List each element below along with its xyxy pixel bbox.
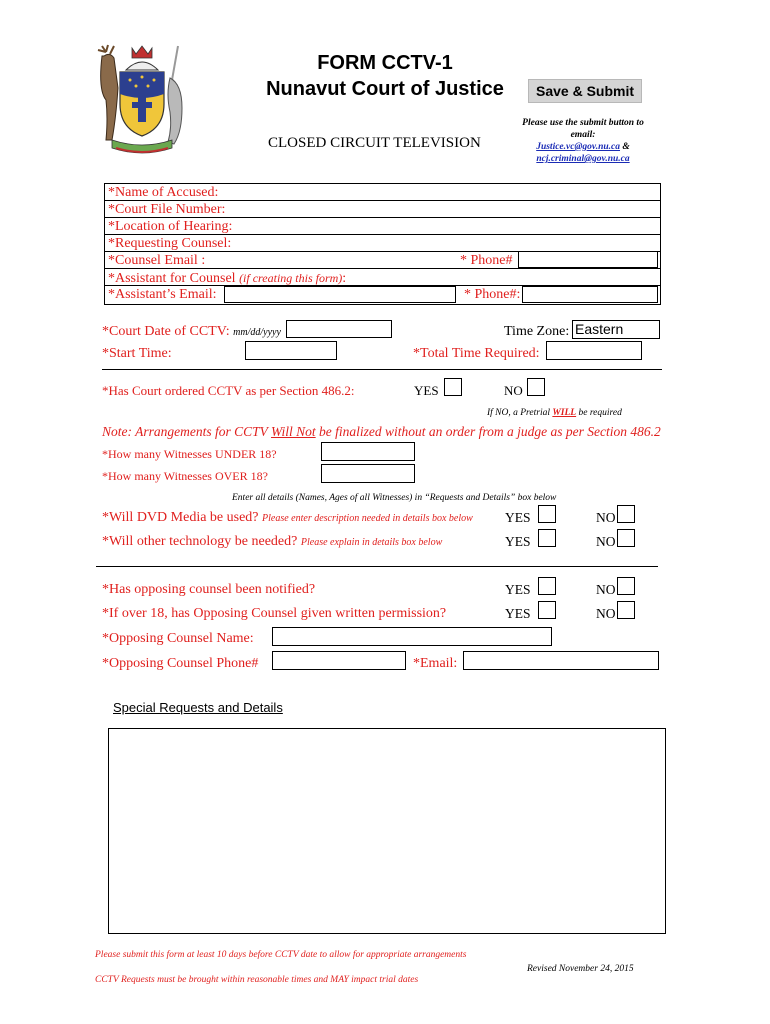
submit-note (508, 117, 658, 165)
other-tech-note: Please explain in details box below (300, 537, 443, 548)
arrangements-note-text: Note: Arrangements for CCTV (102, 424, 272, 439)
permission-yes-label: YES (505, 606, 531, 621)
location-label: *Location of Hearing: (108, 219, 233, 234)
tech-yes-label: YES (505, 534, 531, 549)
court-order-yes-checkbox[interactable] (444, 378, 462, 396)
assistant-label-suffix: : (342, 271, 347, 286)
permission-yes-checkbox[interactable] (538, 601, 556, 619)
counsel-phone-label: * Phone# (460, 253, 513, 268)
witnesses-under-text: *How many Witnesses UNDER 18? (102, 447, 277, 461)
accused-label: *Name of Accused: (108, 185, 219, 200)
witnesses-under-label (102, 446, 277, 462)
if-no-note (487, 405, 622, 421)
witnesses-over-label (102, 468, 268, 484)
dvd-no-checkbox[interactable] (617, 505, 635, 523)
tech-no-label: NO (596, 534, 616, 549)
court-date-label (102, 324, 281, 341)
court-name-title: Nunavut Court of Justice (266, 78, 504, 100)
email-join: & (620, 142, 630, 152)
other-tech-question (102, 534, 442, 551)
opposing-email-input[interactable] (463, 651, 659, 670)
notified-no-label: NO (596, 582, 616, 597)
court-order-no-label: NO (504, 383, 523, 398)
witnesses-under-input[interactable] (321, 442, 415, 461)
coat-of-arms-icon (92, 44, 192, 156)
assistant-email-label: *Assistant’s Email: (108, 287, 217, 302)
arrangements-will-not: Will Not (271, 424, 316, 439)
submit-notice: Please submit this form at least 10 days before CCTV date to allow for appropriate arrangements (95, 950, 467, 960)
form-id-title: FORM CCTV-1 (317, 52, 453, 74)
time-zone-label: Time Zone: (504, 324, 570, 339)
other-tech-text: *Will other technology be needed? (102, 534, 298, 549)
notified-yes-label: YES (505, 582, 531, 597)
dvd-yes-checkbox[interactable] (538, 505, 556, 523)
email-link-justice[interactable]: Justice.vc@gov.nu.ca (536, 142, 621, 152)
divider (96, 566, 658, 567)
witnesses-over-input[interactable] (321, 464, 415, 483)
dvd-media-text: *Will DVD Media be used? (102, 510, 259, 525)
date-format-hint: mm/dd/yyyy (233, 327, 281, 338)
revised-date: Revised November 24, 2015 (527, 964, 634, 974)
total-time-label: *Total Time Required: (413, 346, 540, 361)
arrangements-note-suffix: be finalized without an order from a judge as per Section 486.2 (315, 424, 661, 439)
opposing-phone-input[interactable] (272, 651, 406, 670)
dvd-yes-label: YES (505, 510, 531, 525)
email-line-1 (508, 141, 658, 153)
dvd-media-note: Please enter description needed in details box below (262, 513, 473, 524)
assistant-label (108, 270, 346, 287)
court-date-label-text: *Court Date of CCTV: (102, 324, 230, 339)
witnesses-details-note: Enter all details (Names, Ages of all Witnesses) in “Requests and Details” box below (232, 493, 557, 503)
witnesses-over-text: *How many Witnesses OVER 18? (102, 469, 268, 483)
file-number-label: *Court File Number: (108, 202, 226, 217)
assistant-phone-input[interactable] (522, 286, 658, 303)
assistant-email-input[interactable] (224, 286, 456, 303)
dvd-no-label: NO (596, 510, 616, 525)
email-line-2 (508, 153, 658, 165)
court-order-question: *Has Court ordered CCTV as per Section 486.2: (102, 383, 355, 398)
requests-notice: CCTV Requests must be brought within reasonable times and MAY impact trial dates (95, 975, 419, 985)
opposing-name-label: *Opposing Counsel Name: (102, 631, 254, 646)
opposing-name-input[interactable] (272, 627, 552, 646)
opposing-phone-label: *Opposing Counsel Phone# (102, 656, 259, 671)
divider (102, 369, 662, 370)
start-time-input[interactable] (245, 341, 337, 360)
assistant-phone-label: * Phone#: (464, 287, 521, 302)
permission-no-label: NO (596, 606, 616, 621)
court-order-yes-label: YES (414, 383, 439, 398)
permission-question: *If over 18, has Opposing Counsel given written permission? (102, 606, 447, 621)
counsel-phone-input[interactable] (518, 251, 658, 268)
email-link-criminal[interactable]: ncj.criminal@gov.nu.ca (536, 154, 630, 164)
time-zone-select[interactable]: Eastern (572, 320, 660, 339)
notified-no-checkbox[interactable] (617, 577, 635, 595)
opposing-email-label: *Email: (413, 656, 458, 671)
save-submit-button[interactable]: Save & Submit (528, 79, 642, 103)
tech-yes-checkbox[interactable] (538, 529, 556, 547)
court-order-no-checkbox[interactable] (527, 378, 545, 396)
opposing-notified-question: *Has opposing counsel been notified? (102, 582, 316, 597)
submit-note-text: Please use the submit button to email: (522, 118, 644, 140)
if-no-note-text: If NO, a Pretrial (487, 408, 553, 418)
court-date-input[interactable] (286, 320, 392, 338)
counsel-label: *Requesting Counsel: (108, 236, 232, 251)
dvd-media-question (102, 510, 473, 527)
start-time-label: *Start Time: (102, 346, 172, 361)
counsel-email-label: *Counsel Email : (108, 253, 206, 268)
if-no-will: WILL (552, 408, 577, 418)
arrangements-note (102, 424, 661, 440)
if-no-note-suffix: be required (576, 408, 622, 418)
details-textarea[interactable] (108, 728, 666, 934)
permission-no-checkbox[interactable] (617, 601, 635, 619)
details-heading: Special Requests and Details (113, 700, 283, 715)
assistant-label-text: *Assistant for Counsel (108, 271, 240, 286)
notified-yes-checkbox[interactable] (538, 577, 556, 595)
assistant-note: (if creating this form) (239, 271, 343, 285)
tech-no-checkbox[interactable] (617, 529, 635, 547)
total-time-input[interactable] (546, 341, 642, 360)
form-subtitle: CLOSED CIRCUIT TELEVISION (268, 135, 481, 151)
